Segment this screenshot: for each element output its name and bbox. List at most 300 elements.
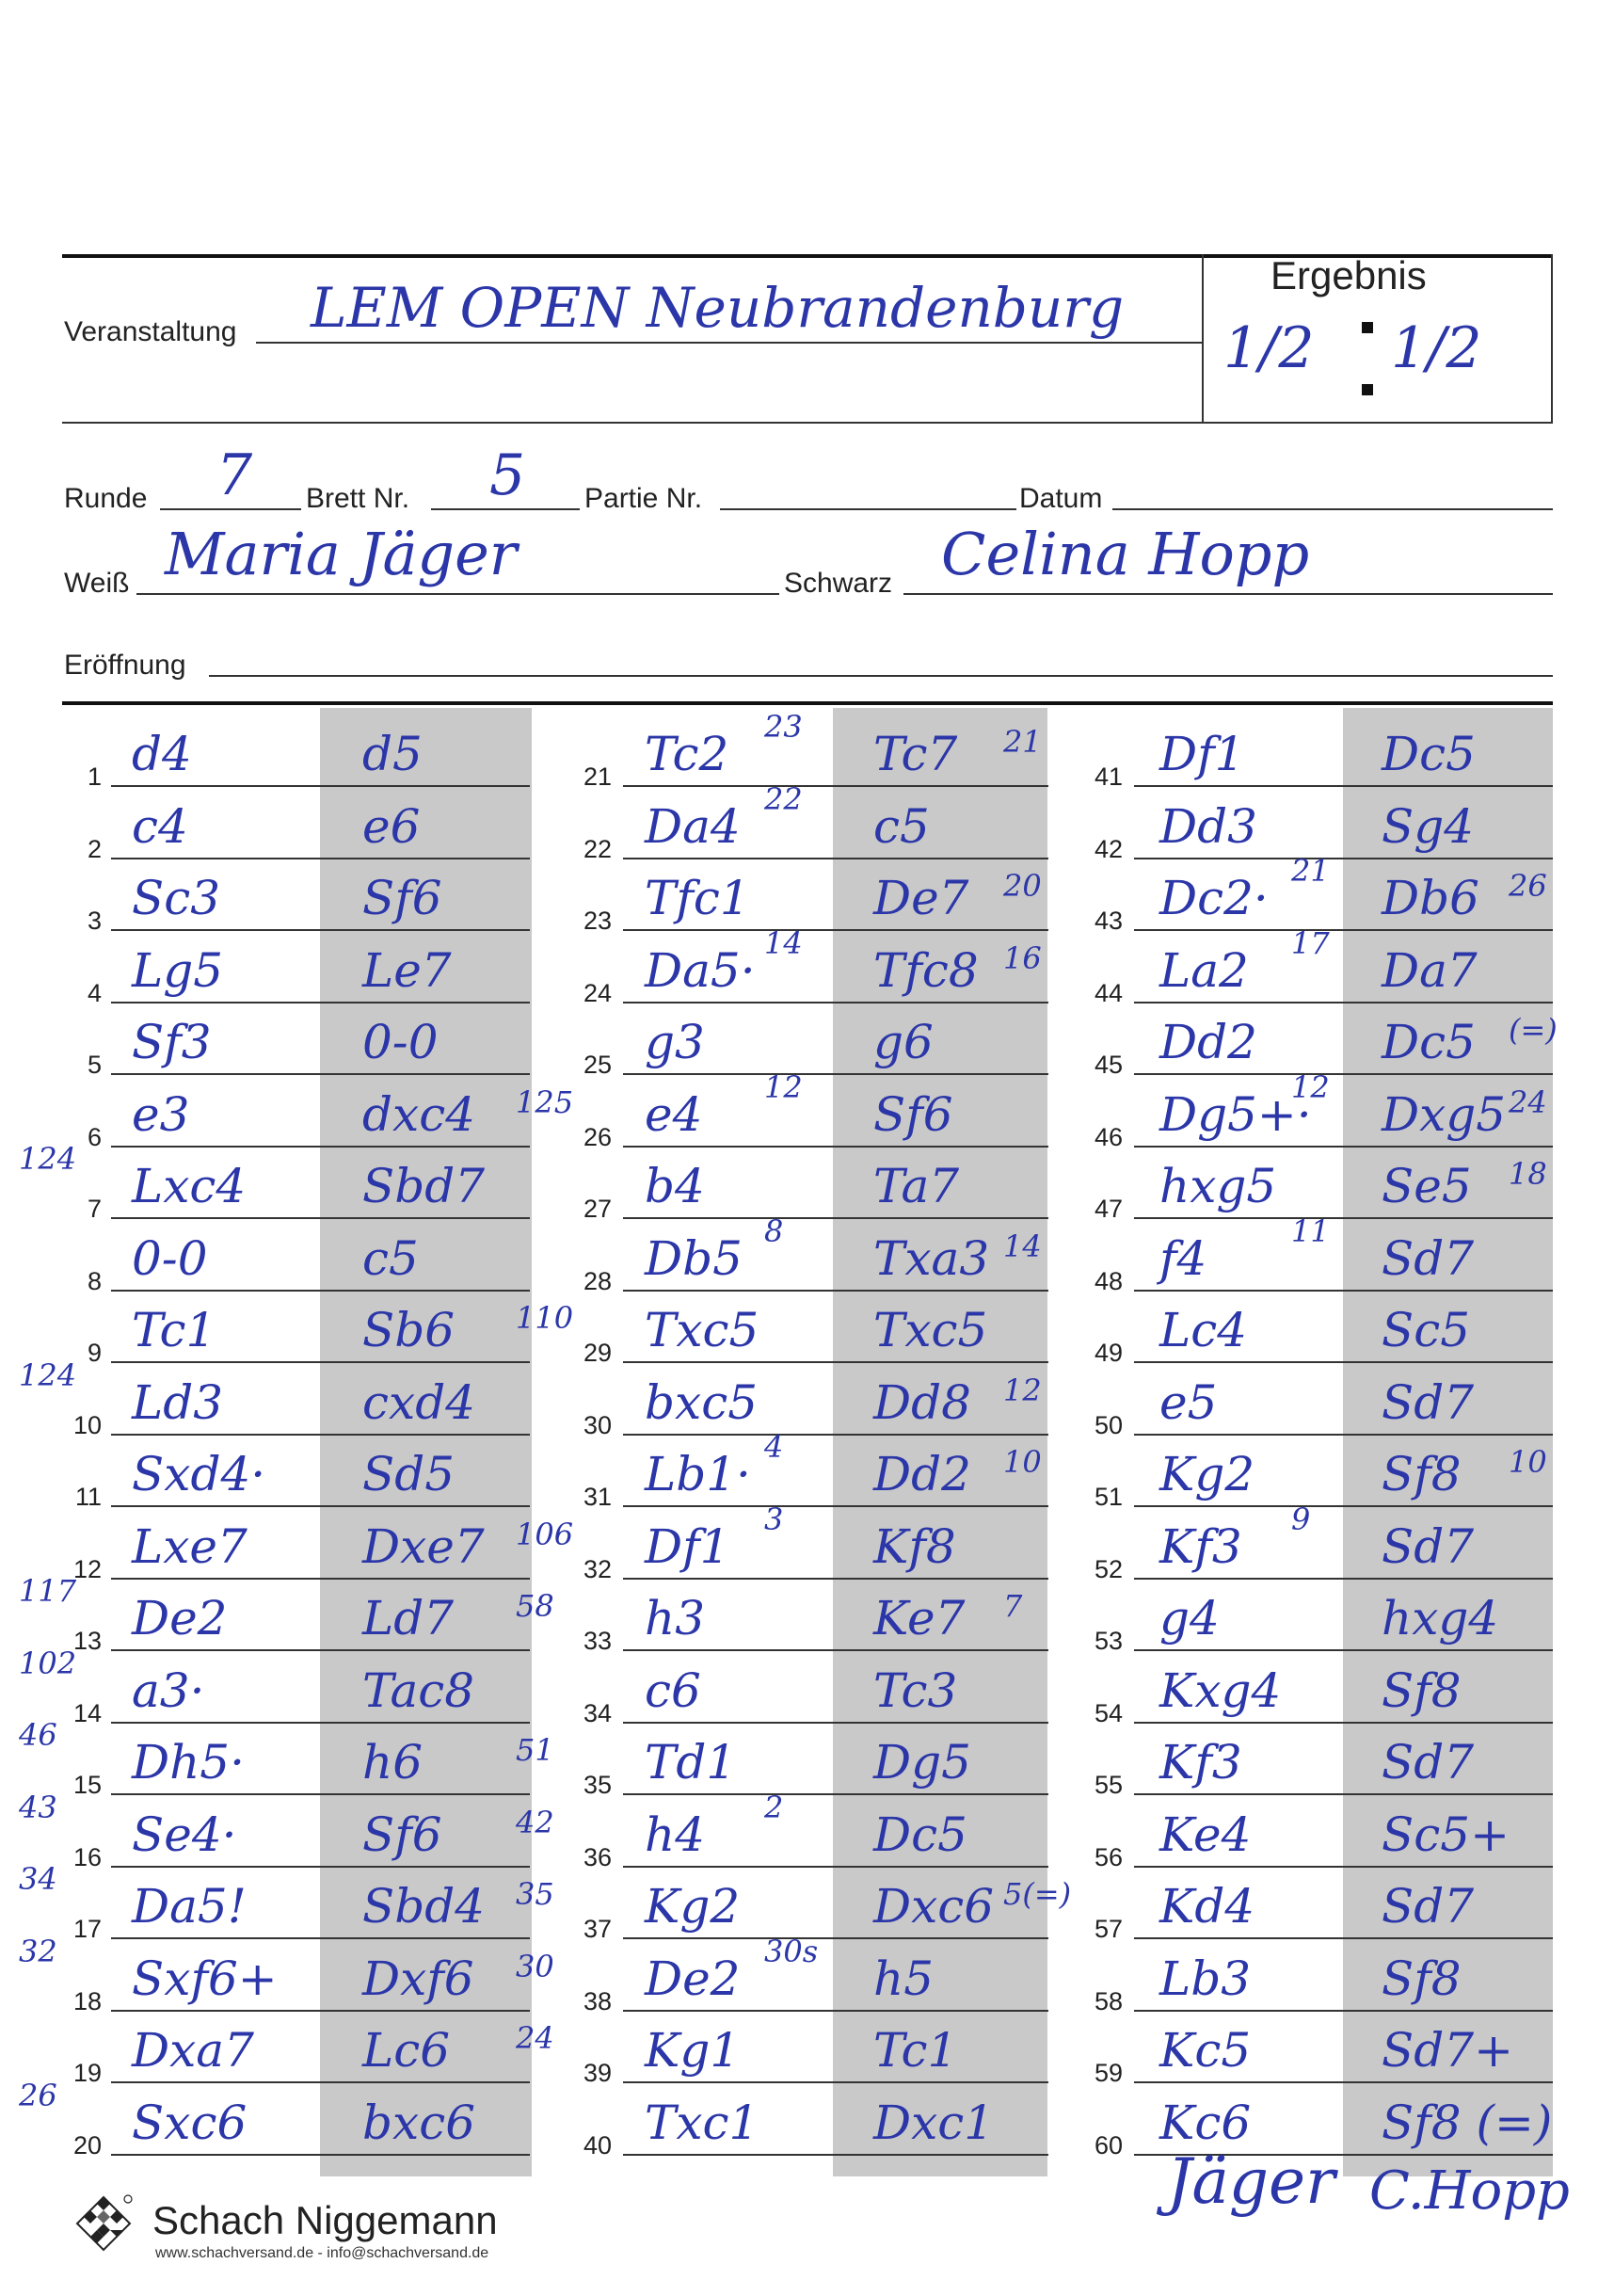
white-move: Lb1·: [645, 1447, 751, 1501]
event-label: Veranstaltung: [64, 316, 237, 347]
move-number: 27: [583, 1195, 612, 1223]
white-time-note: 9: [1291, 1501, 1311, 1537]
move-number: 37: [583, 1915, 612, 1943]
black-move: Ld7: [362, 1591, 455, 1646]
black-time-note: 14: [1003, 1228, 1042, 1264]
black-move: Dc5: [1382, 1015, 1476, 1069]
move-number: 28: [583, 1267, 612, 1295]
white-move: De2: [645, 1951, 741, 2006]
move-row-line: [111, 1434, 530, 1436]
white-move: Kc5: [1159, 2023, 1252, 2078]
white-value: Maria Jäger: [165, 520, 518, 588]
black-move: Ke7: [873, 1591, 966, 1646]
move-number: 14: [72, 1699, 102, 1727]
black-move: Dd2: [873, 1447, 971, 1501]
round-label: Runde: [64, 483, 148, 514]
black-value: Celina Hopp: [941, 520, 1310, 588]
white-move: e4: [645, 1087, 703, 1142]
move-number: 51: [1094, 1483, 1123, 1511]
black-move: De7: [873, 871, 969, 925]
black-move: Tc3: [873, 1663, 958, 1718]
move-number: 41: [1094, 763, 1123, 791]
move-number: 26: [583, 1123, 612, 1151]
black-move: Le7: [362, 943, 452, 998]
black-move: Sf8: [1382, 1447, 1462, 1501]
event-value: LEM OPEN Neubrandenburg: [311, 276, 1125, 340]
brand-contact: www.schachversand.de - info@schachversand.de: [155, 2245, 489, 2261]
black-time-note: 106: [516, 1517, 574, 1552]
move-number: 12: [72, 1555, 102, 1583]
black-move: 0-0: [362, 1015, 439, 1069]
move-row-line: [111, 1217, 530, 1219]
black-move: Sd5: [362, 1447, 455, 1501]
move-row-line: [1134, 1866, 1553, 1868]
black-time-note: 125: [516, 1084, 574, 1120]
black-move: cxd4: [362, 1375, 476, 1430]
black-time-note: 110: [516, 1300, 574, 1336]
move-number: 21: [583, 763, 612, 791]
board-line: [431, 508, 580, 510]
move-row-line: [1134, 1434, 1553, 1436]
move-row-line: [623, 1146, 1048, 1148]
move-number: 48: [1094, 1267, 1123, 1295]
white-move: Dh5·: [132, 1735, 245, 1790]
black-time-note: 20: [1003, 868, 1042, 904]
move-row-line: [111, 1793, 530, 1795]
header-mid-rule: [62, 422, 1553, 424]
black-move: Dxe7: [362, 1519, 485, 1574]
black-move: Sbd7: [362, 1159, 486, 1213]
move-row-line: [111, 1649, 530, 1651]
move-row-line: [1134, 1505, 1553, 1507]
move-row-line: [623, 2154, 1048, 2156]
black-move-column-shade: [833, 708, 1047, 2176]
move-row-line: [623, 858, 1048, 859]
black-move: Sd7: [1382, 1519, 1475, 1574]
white-move: Lb3: [1159, 1951, 1252, 2006]
white-move: Da4: [645, 799, 741, 854]
black-move: h5: [873, 1951, 935, 2006]
black-move: Sc5+: [1382, 1807, 1510, 1862]
game-label: Partie Nr.: [584, 483, 703, 514]
white-move: e5: [1159, 1375, 1218, 1430]
move-row-line: [1134, 2010, 1553, 2012]
move-row-line: [623, 1002, 1048, 1003]
move-number: 19: [72, 2059, 102, 2087]
white-time-note: 124: [19, 1141, 77, 1177]
move-row-line: [111, 1073, 530, 1075]
move-row-line: [111, 1937, 530, 1939]
white-move: Tfc1: [645, 871, 750, 925]
white-move: Sc3: [132, 871, 221, 925]
black-move: Lc6: [362, 2023, 451, 2078]
black-move: d5: [362, 727, 423, 781]
move-row-line: [111, 1361, 530, 1363]
move-row-line: [1134, 929, 1553, 931]
move-number: 39: [583, 2059, 612, 2087]
move-row-line: [1134, 1937, 1553, 1939]
white-time-note: 21: [1291, 853, 1330, 889]
move-row-line: [623, 1505, 1048, 1507]
result-colon-dot-bottom: [1362, 384, 1373, 395]
white-move: c6: [645, 1663, 701, 1718]
black-move: dxc4: [362, 1087, 476, 1142]
black-move: Dxf6: [362, 1951, 474, 2006]
move-number: 13: [72, 1627, 102, 1655]
black-time-note: (=): [1509, 1012, 1558, 1048]
white-time-note: 117: [19, 1573, 77, 1609]
black-time-note: 16: [1003, 940, 1042, 976]
move-number: 55: [1094, 1771, 1123, 1799]
white-move: Txc1: [645, 2095, 759, 2150]
black-time-note: 24: [516, 2020, 554, 2056]
move-number: 43: [1094, 907, 1123, 935]
move-row-line: [1134, 1722, 1553, 1724]
white-move: Sxd4·: [132, 1447, 266, 1501]
move-row-line: [111, 1578, 530, 1580]
move-number: 3: [87, 907, 102, 935]
black-time-note: 18: [1509, 1156, 1547, 1192]
black-move: Dc5: [1382, 727, 1476, 781]
moves-top-rule: [62, 701, 1553, 705]
date-label: Datum: [1019, 483, 1103, 514]
black-move: Tc7: [873, 727, 958, 781]
move-number: 7: [87, 1195, 102, 1223]
white-move: e3: [132, 1087, 190, 1142]
white-move: g4: [1159, 1591, 1220, 1646]
board-label: Brett Nr.: [306, 483, 410, 514]
move-row-line: [1134, 1217, 1553, 1219]
black-move: Dc5: [873, 1807, 967, 1862]
white-move: Kd4: [1159, 1879, 1255, 1934]
white-signature: Jäger: [1167, 2145, 1335, 2218]
white-time-note: 102: [19, 1646, 77, 1681]
move-row-line: [1134, 1146, 1553, 1148]
white-move: Dc2·: [1159, 871, 1269, 925]
black-move: Dxg5: [1382, 1087, 1507, 1142]
black-move: Se5: [1382, 1159, 1472, 1213]
black-time-note: 26: [1509, 868, 1547, 904]
white-move: Kg2: [1159, 1447, 1255, 1501]
move-number: 2: [87, 835, 102, 863]
white-move: f4: [1159, 1231, 1207, 1286]
white-time-note: 12: [1291, 1069, 1330, 1105]
move-number: 35: [583, 1771, 612, 1799]
white-time-note: 124: [19, 1357, 77, 1393]
black-move: c5: [873, 799, 930, 854]
white-line: [136, 593, 779, 595]
white-move: d4: [132, 727, 192, 781]
black-move: Txc5: [873, 1303, 988, 1357]
black-time-note: 51: [516, 1732, 554, 1768]
move-number: 6: [87, 1123, 102, 1151]
white-time-note: 4: [764, 1429, 784, 1465]
white-move: g3: [645, 1015, 705, 1069]
white-time-note: 22: [764, 781, 803, 817]
result-white: 1/2: [1223, 315, 1315, 381]
white-move: Td1: [645, 1735, 737, 1790]
move-number: 25: [583, 1051, 612, 1079]
white-move: Tc1: [132, 1303, 216, 1357]
move-row-line: [111, 1146, 530, 1148]
move-number: 11: [74, 1483, 102, 1511]
round-value: 7: [216, 442, 253, 508]
move-row-line: [623, 1649, 1048, 1651]
move-row-line: [111, 1722, 530, 1724]
white-move: hxg5: [1159, 1159, 1277, 1213]
move-number: 46: [1094, 1123, 1123, 1151]
move-number: 8: [87, 1267, 102, 1295]
black-label: Schwarz: [784, 568, 893, 599]
black-move: Sd7: [1382, 1375, 1475, 1430]
white-time-note: 26: [19, 2078, 57, 2113]
white-move: h3: [645, 1591, 706, 1646]
black-move: Db6: [1382, 871, 1479, 925]
black-move: Txa3: [873, 1231, 990, 1286]
move-row-line: [111, 2081, 530, 2083]
white-move: bxc5: [645, 1375, 759, 1430]
move-number: 45: [1094, 1051, 1123, 1079]
move-number: 38: [583, 1987, 612, 2015]
black-move: Tac8: [362, 1663, 475, 1718]
black-time-note: 10: [1003, 1444, 1042, 1480]
black-move: Da7: [1382, 943, 1478, 998]
move-number: 4: [87, 979, 102, 1007]
black-signature: C.Hopp: [1369, 2160, 1570, 2222]
white-move: Da5!: [132, 1879, 247, 1934]
move-row-line: [111, 929, 530, 931]
event-line: [256, 342, 1202, 344]
move-number: 52: [1094, 1555, 1123, 1583]
move-number: 10: [72, 1411, 102, 1439]
move-row-line: [623, 1290, 1048, 1292]
move-row-line: [623, 1793, 1048, 1795]
black-move: Sf8: [1382, 1663, 1462, 1718]
move-number: 34: [583, 1699, 612, 1727]
black-time-note: 10: [1509, 1444, 1547, 1480]
white-move: Kg1: [645, 2023, 741, 2078]
white-move: Dd3: [1159, 799, 1257, 854]
move-number: 16: [72, 1843, 102, 1871]
result-colon-dot-top: [1362, 322, 1373, 333]
move-row-line: [623, 1434, 1048, 1436]
black-move: Dxc1: [873, 2095, 995, 2150]
move-number: 15: [72, 1771, 102, 1799]
chess-board-icon: [73, 2193, 134, 2254]
move-number: 17: [72, 1915, 102, 1943]
brand-name: Schach Niggemann: [152, 2198, 498, 2242]
white-move: Lc4: [1159, 1303, 1248, 1357]
white-time-note: 11: [1291, 1213, 1330, 1249]
move-row-line: [1134, 858, 1553, 859]
black-move: Sd7: [1382, 1879, 1475, 1934]
move-row-line: [623, 1073, 1048, 1075]
white-move: Txc5: [645, 1303, 759, 1357]
black-move: Dxc6: [873, 1879, 995, 1934]
white-time-note: 43: [19, 1790, 57, 1825]
white-move: Lg5: [132, 943, 224, 998]
white-move: Sxf6+: [132, 1951, 278, 2006]
move-row-line: [1134, 1073, 1553, 1075]
round-line: [160, 508, 301, 510]
move-row-line: [623, 2081, 1048, 2083]
move-row-line: [111, 858, 530, 859]
white-move: Sxc6: [132, 2095, 248, 2150]
white-move: Dg5+·: [1159, 1087, 1312, 1142]
move-number: 23: [583, 907, 612, 935]
black-time-note: 12: [1003, 1373, 1042, 1408]
white-move: Df1: [1159, 727, 1245, 781]
move-row-line: [623, 785, 1048, 787]
move-row-line: [1134, 1002, 1553, 1003]
move-number: 9: [87, 1339, 102, 1367]
white-move: Ld3: [132, 1375, 224, 1430]
move-row-line: [623, 1937, 1048, 1939]
move-number: 42: [1094, 835, 1123, 863]
move-number: 54: [1094, 1699, 1123, 1727]
move-number: 40: [583, 2131, 612, 2160]
move-row-line: [111, 2154, 530, 2156]
black-move: c5: [362, 1231, 419, 1286]
black-move: Sf8 (=): [1382, 2095, 1553, 2150]
black-time-note: 42: [516, 1805, 554, 1840]
black-move: Dg5: [873, 1735, 971, 1790]
move-number: 18: [72, 1987, 102, 2015]
move-number: 30: [583, 1411, 612, 1439]
move-number: 44: [1094, 979, 1123, 1007]
white-time-note: 17: [1291, 925, 1330, 961]
white-move: Dd2: [1159, 1015, 1257, 1069]
white-time-note: 32: [19, 1934, 57, 1969]
move-number: 36: [583, 1843, 612, 1871]
opening-label: Eröffnung: [64, 650, 186, 681]
move-row-line: [1134, 1290, 1553, 1292]
move-number: 33: [583, 1627, 612, 1655]
black-move: Sbd4: [362, 1879, 486, 1934]
game-line: [720, 508, 1016, 510]
move-row-line: [623, 1722, 1048, 1724]
move-number: 20: [72, 2131, 102, 2160]
move-number: 60: [1094, 2131, 1123, 2160]
black-move: Sf6: [362, 1807, 442, 1862]
result-black: 1/2: [1391, 315, 1482, 381]
black-time-note: 5(=): [1003, 1876, 1072, 1912]
black-move: Sc5: [1382, 1303, 1471, 1357]
move-row-line: [111, 2010, 530, 2012]
black-move: Sf8: [1382, 1951, 1462, 2006]
move-number: 49: [1094, 1339, 1123, 1367]
black-move: Dd8: [873, 1375, 971, 1430]
white-time-note: 46: [19, 1717, 57, 1753]
white-move: Tc2: [645, 727, 729, 781]
move-number: 5: [87, 1051, 102, 1079]
move-number: 50: [1094, 1411, 1123, 1439]
white-move: Lxe7: [132, 1519, 248, 1574]
move-row-line: [111, 1505, 530, 1507]
white-move: Df1: [645, 1519, 730, 1574]
white-move: Kxg4: [1159, 1663, 1282, 1718]
black-time-note: 30: [516, 1949, 554, 1984]
white-move: Ke4: [1159, 1807, 1252, 1862]
board-value: 5: [489, 442, 526, 508]
white-time-note: 8: [764, 1213, 784, 1249]
black-move: Sd7: [1382, 1735, 1475, 1790]
white-time-note: 2: [764, 1790, 784, 1825]
move-number: 32: [583, 1555, 612, 1583]
move-number: 29: [583, 1339, 612, 1367]
move-number: 47: [1094, 1195, 1123, 1223]
white-move: Sf3: [132, 1015, 212, 1069]
opening-line: [209, 675, 1553, 677]
white-label: Weiß: [64, 568, 130, 599]
move-row-line: [1134, 1361, 1553, 1363]
move-row-line: [623, 1361, 1048, 1363]
white-move: Db5: [645, 1231, 743, 1286]
black-move: Kf8: [873, 1519, 956, 1574]
white-move: Dxa7: [132, 2023, 254, 2078]
white-move: Kf3: [1159, 1519, 1242, 1574]
white-time-note: 34: [19, 1861, 57, 1897]
move-row-line: [623, 929, 1048, 931]
move-number: 59: [1094, 2059, 1123, 2087]
white-time-note: 14: [764, 925, 803, 961]
move-row-line: [623, 1866, 1048, 1868]
move-row-line: [623, 1578, 1048, 1580]
black-move: Sf6: [362, 871, 442, 925]
white-time-note: 3: [764, 1501, 784, 1537]
black-move: Sg4: [1382, 799, 1475, 854]
move-row-line: [623, 1217, 1048, 1219]
move-number: 24: [583, 979, 612, 1007]
move-number: 53: [1094, 1627, 1123, 1655]
result-label: Ergebnis: [1270, 253, 1427, 297]
black-time-note: 21: [1003, 724, 1042, 760]
move-row-line: [111, 1866, 530, 1868]
black-move: hxg4: [1382, 1591, 1499, 1646]
move-row-line: [1134, 1578, 1553, 1580]
black-move: Sd7+: [1382, 2023, 1513, 2078]
black-time-note: 58: [516, 1588, 554, 1624]
white-move: De2: [132, 1591, 228, 1646]
white-move: Lxc4: [132, 1159, 247, 1213]
move-row-line: [111, 1002, 530, 1003]
white-move: Da5·: [645, 943, 756, 998]
move-row-line: [1134, 1793, 1553, 1795]
move-number: 22: [583, 835, 612, 863]
black-move: g6: [873, 1015, 934, 1069]
white-move: Se4·: [132, 1807, 237, 1862]
black-time-note: 24: [1509, 1084, 1547, 1120]
black-move: Sd7: [1382, 1231, 1475, 1286]
move-number: 57: [1094, 1915, 1123, 1943]
black-time-note: 7: [1003, 1588, 1023, 1624]
white-time-note: 12: [764, 1069, 803, 1105]
white-move: Kc6: [1159, 2095, 1252, 2150]
white-move: c4: [132, 799, 188, 854]
white-move: a3·: [132, 1663, 205, 1718]
black-time-note: 35: [516, 1876, 554, 1912]
black-move: bxc6: [362, 2095, 476, 2150]
move-number: 31: [583, 1483, 612, 1511]
black-move: e6: [362, 799, 421, 854]
black-move: Tc1: [873, 2023, 958, 2078]
move-row-line: [1134, 785, 1553, 787]
black-move: Sb6: [362, 1303, 455, 1357]
move-row-line: [623, 2010, 1048, 2012]
date-line: [1112, 508, 1553, 510]
white-move: Kg2: [645, 1879, 741, 1934]
move-row-line: [111, 785, 530, 787]
